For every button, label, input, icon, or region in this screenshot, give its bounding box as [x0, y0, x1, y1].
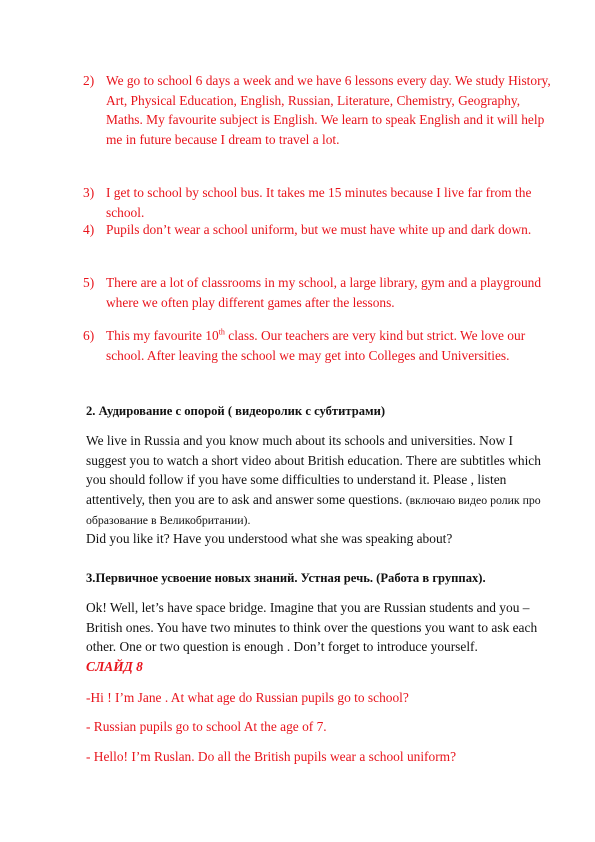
- answer-number: 2): [83, 73, 95, 88]
- answer-item-2: [83, 71, 556, 149]
- section-3-paragraph: Ok! Well, let’s have space bridge. Imagine that you are Russian students and you – British ones. You have two minutes to think over the questions you want to ask each other. One or two question is enough . Don’t forget to introduce yourself.: [86, 600, 538, 654]
- answer-text-end: class. Our teachers are very kind but strict. We love our school. After leaving the school we may get into Colleges and Universities.: [106, 328, 526, 363]
- ordinal-suffix: th: [218, 327, 225, 337]
- answer-number: 5): [83, 275, 95, 290]
- answer-text: We go to school 6 days a week and we have 6 lessons every day. We study History, Art, Physical Education, English, Russian, Literature, Chemistry, Geography, Maths. My favourite subject is English. We learn to speak English and it will help me in future because I dream to travel a lot.: [106, 73, 551, 147]
- answer-number: 3): [83, 185, 95, 200]
- answer-text-start: This my favourite 10: [106, 328, 219, 343]
- slide-label: СЛАЙД 8: [86, 659, 143, 674]
- section-2-note: (включаю видео ролик про образование в Великобритании).: [86, 492, 541, 527]
- answer-text: Pupils don’t wear a school uniform, but we must have white up and dark down.: [106, 222, 532, 237]
- answer-item-4: [83, 220, 556, 240]
- answer-text: I get to school by school bus. It takes me 15 minutes because I live far from the school.: [106, 185, 532, 220]
- section-2-question: Did you like it? Have you understood what she was speaking about?: [86, 531, 453, 546]
- section-2-text: We live in Russia and you know much about its schools and universities. Now I suggest you to watch a short video about British education. There are subtitles which you should follow if you have some difficulties to understand it. Please , listen attentively, then you are to ask and answer some questions.: [86, 433, 541, 507]
- answer-number: 4): [83, 222, 95, 237]
- answer-number: 6): [83, 328, 95, 343]
- dialog-line-2: - Russian pupils go to school At the age of 7.: [86, 719, 327, 734]
- section-2-heading: 2. Аудирование с опорой ( видеоролик с субтитрами): [86, 404, 386, 418]
- answer-text: There are a lot of classrooms in my school, a large library, gym and a playground where we often play different games after the lessons.: [106, 275, 542, 310]
- section-2-paragraph: [86, 431, 556, 531]
- answer-item-6: [83, 326, 556, 365]
- dialog-line-1: -Hi ! I’m Jane . At what age do Russian pupils go to school?: [86, 690, 409, 705]
- dialog-line-3: - Hello! I’m Ruslan. Do all the British pupils wear a school uniform?: [86, 749, 457, 764]
- answer-item-3: [83, 183, 556, 222]
- answer-item-5: [83, 273, 556, 312]
- section-3-heading: 3.Первичное усвоение новых знаний. Устная речь. (Работа в группах).: [86, 571, 486, 585]
